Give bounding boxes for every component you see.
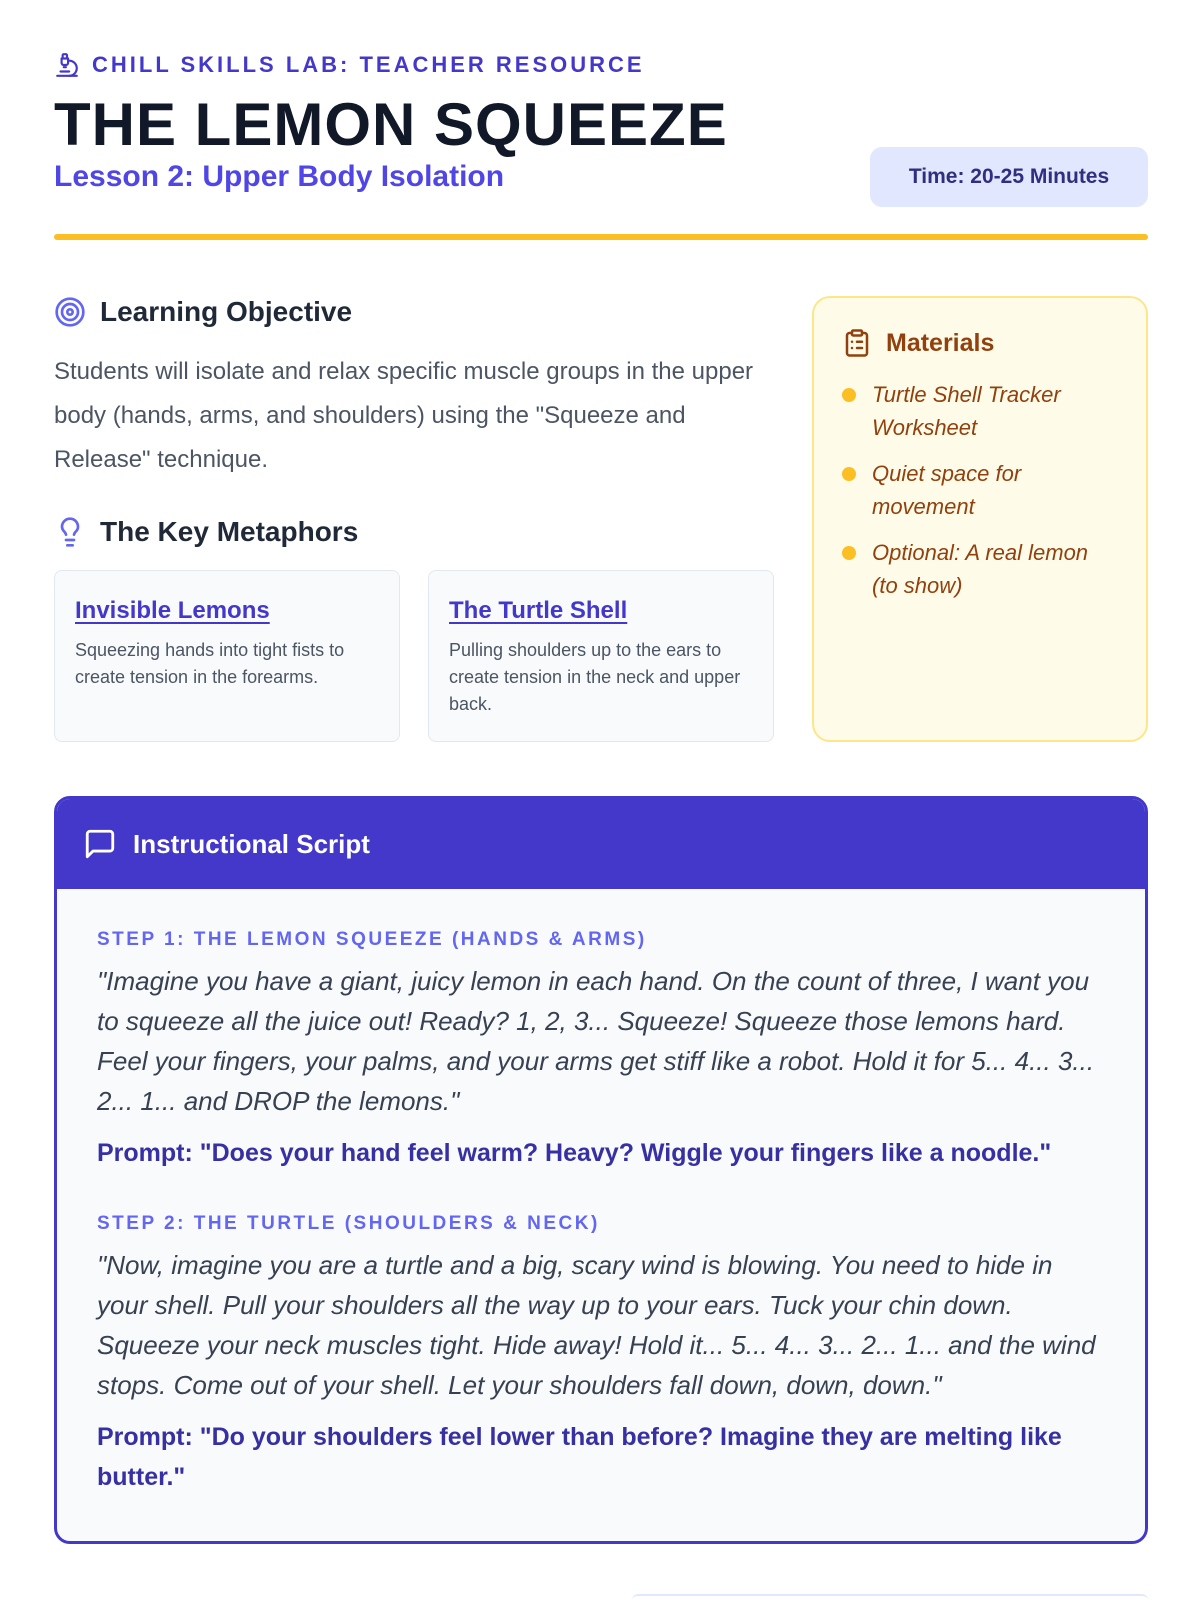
list-item: Turtle Shell Tracker Worksheet — [842, 378, 1118, 444]
objective-heading: Learning Objective — [100, 296, 353, 327]
lightbulb-icon — [54, 516, 86, 548]
bullet-icon — [842, 467, 856, 481]
materials-panel — [812, 296, 1148, 742]
instructional-script-panel — [54, 796, 1148, 1544]
step-quote: "Now, imagine you are a turtle and a big, scary wind is blowing. You need to hide in your shell. Pull your shoulders all the way up to your ears. Tuck your chin down. Squeeze your neck muscles tight. Hide away! Hold it... 5... 4... 3... 2... 1... and the wind stops. Come out of your shell. Let your shoulders fall down, down, down." — [97, 1250, 1096, 1400]
metaphor-card-text: Squeezing hands into tight fists to create tension in the forearms. — [75, 640, 345, 687]
bullet-icon — [842, 388, 856, 402]
clipboard-icon — [842, 328, 872, 358]
metaphor-card-title[interactable]: Invisible Lemons — [75, 597, 270, 624]
lesson-subtitle: Lesson 2: Upper Body Isolation — [54, 160, 505, 193]
script-step-2 — [97, 1213, 1105, 1497]
microscope-icon — [54, 52, 80, 78]
page-title: THE LEMON SQUEEZE — [54, 91, 728, 158]
step-label: STEP 2: THE TURTLE (SHOULDERS & NECK) — [97, 1213, 600, 1234]
step-prompt: Prompt: "Do your shoulders feel lower than before? Imagine they are melting like butter." — [97, 1423, 1062, 1491]
next-section-edge — [632, 1594, 1148, 1600]
eyebrow-text: CHILL SKILLS LAB: TEACHER RESOURCE — [92, 52, 645, 77]
metaphor-card-title[interactable]: The Turtle Shell — [449, 597, 628, 624]
script-step-1 — [97, 929, 1105, 1173]
learning-objective-section — [54, 296, 774, 482]
target-icon — [54, 296, 86, 328]
objective-text: Students will isolate and relax specific muscle groups in the upper body (hands, arms, and shoulders) using the "Squeeze and Release" technique. — [54, 358, 754, 473]
key-metaphors-section — [54, 516, 774, 742]
resource-eyebrow — [54, 52, 1148, 78]
page-header — [54, 52, 1148, 242]
metaphor-card-lemons — [54, 570, 400, 742]
metaphor-card-turtle — [428, 570, 774, 742]
time-badge: Time: 20-25 Minutes — [870, 147, 1148, 207]
materials-list — [842, 378, 1118, 602]
step-prompt: Prompt: "Does your hand feel warm? Heavy? Wiggle your fingers like a noodle." — [97, 1139, 1052, 1167]
bullet-icon — [842, 546, 856, 560]
script-heading: Instructional Script — [133, 828, 370, 859]
speech-bubble-icon — [83, 827, 117, 861]
list-item: Optional: A real lemon (to show) — [842, 536, 1118, 602]
materials-heading: Materials — [886, 328, 995, 357]
metaphors-heading: The Key Metaphors — [100, 516, 359, 547]
list-item: Quiet space for movement — [842, 457, 1118, 523]
script-header — [57, 799, 1145, 889]
metaphor-card-text: Pulling shoulders up to the ears to create tension in the neck and upper back. — [449, 640, 741, 714]
header-divider — [54, 234, 1148, 240]
step-label: STEP 1: THE LEMON SQUEEZE (HANDS & ARMS) — [97, 929, 647, 950]
step-quote: "Imagine you have a giant, juicy lemon in each hand. On the count of three, I want you to squeeze all the juice out! Ready? 1, 2, 3... Squeeze! Squeeze those lemons hard. Feel your fingers, your palms, and your arms get stiff like a robot. Hold it for 5... 4... 3... 2... 1... and DROP the lemons." — [97, 966, 1095, 1116]
